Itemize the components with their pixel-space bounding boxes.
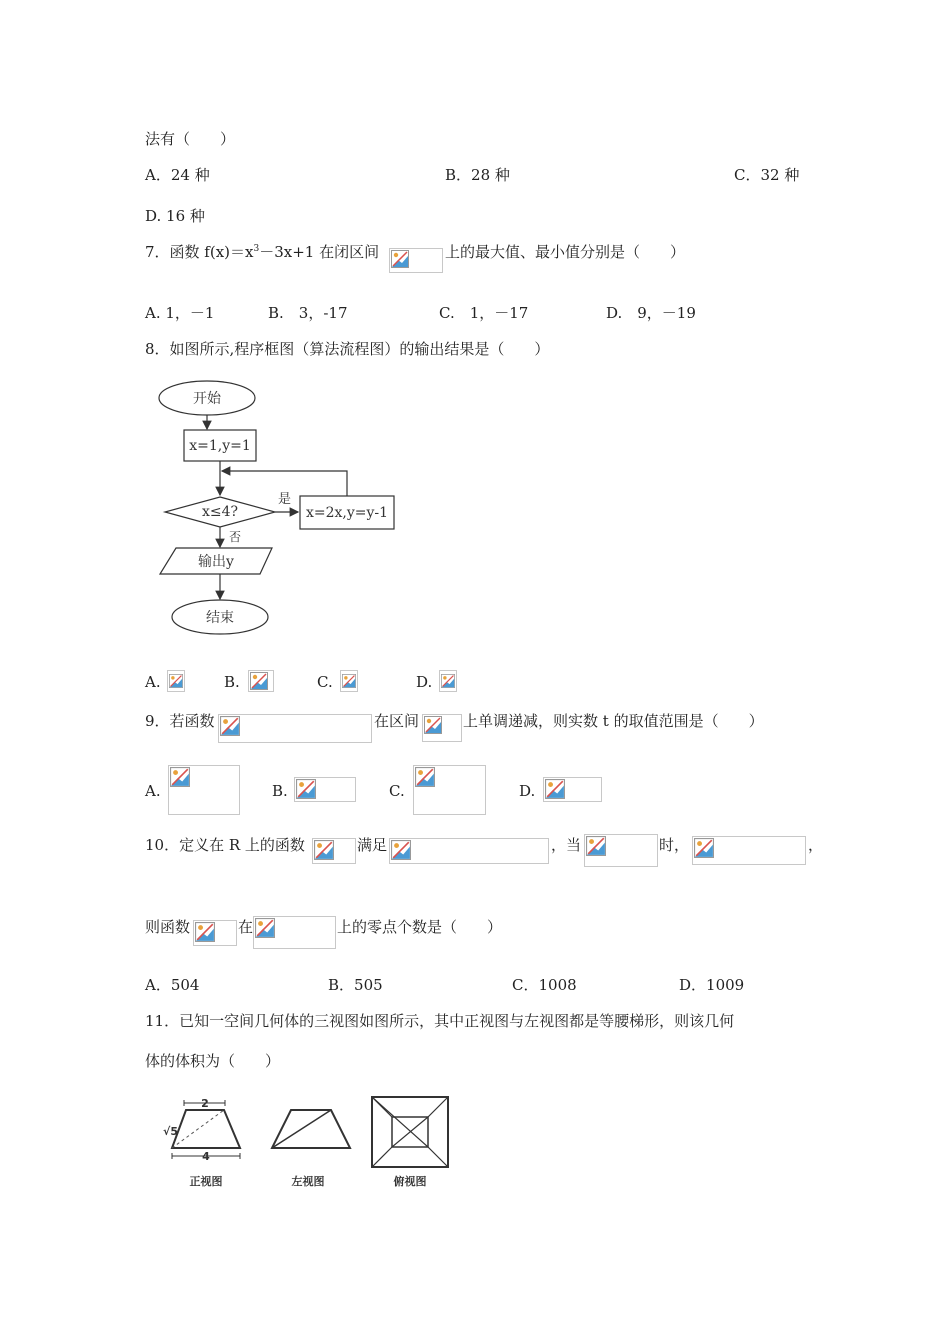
broken-image-icon xyxy=(391,840,411,860)
q10-interval-image xyxy=(253,916,336,949)
q6-stem-tail: 法有（ ） xyxy=(145,130,236,148)
q10-expression-image xyxy=(692,836,806,865)
broken-image-icon xyxy=(250,672,268,690)
flow-no-label: 否 xyxy=(229,530,242,544)
q10-line2-prefix: 则函数 xyxy=(145,918,191,936)
q10-line2-suffix: 上的零点个数是（ ） xyxy=(337,918,503,936)
q9-option-d-image xyxy=(543,777,602,802)
q9-option-c: C. xyxy=(389,782,405,800)
q7-option-d: D. 9，－19 xyxy=(606,304,696,322)
q10-satisfies: 满足 xyxy=(357,836,388,854)
q7-exponent: 3 xyxy=(253,244,260,254)
broken-image-icon xyxy=(195,922,215,942)
q10-condition-image xyxy=(389,838,549,864)
q7-option-c: C. 1，－17 xyxy=(439,304,529,322)
broken-image-icon xyxy=(545,779,565,799)
q8-option-c-image xyxy=(340,670,358,692)
flow-start-label: 开始 xyxy=(193,391,221,407)
q9-middle: 在区间 xyxy=(374,712,420,730)
flow-init-label: x=1,y=1 xyxy=(189,438,251,454)
q10-option-d: D．1009 xyxy=(679,976,745,994)
side-view-label: 左视图 xyxy=(291,1175,325,1188)
q10-when: ，当 xyxy=(551,836,582,854)
flow-condition-label: x≤4? xyxy=(201,504,239,520)
q7-suffix: 上的最大值、最小值分别是（ ） xyxy=(445,243,686,261)
q9-option-a: A. xyxy=(145,782,161,800)
front-view-side-dimension: √5 xyxy=(163,1125,178,1138)
q10-option-b: B．505 xyxy=(328,976,383,994)
broken-image-icon xyxy=(314,840,334,860)
q10-line2-mid: 在 xyxy=(238,918,254,936)
q8-option-b: B. xyxy=(224,673,240,691)
q9-option-b: B. xyxy=(272,782,288,800)
q11-three-views-figure xyxy=(160,1090,460,1195)
q7-option-b: B. 3，-17 xyxy=(268,304,348,322)
front-view xyxy=(163,1097,240,1188)
front-view-bottom-dimension: 4 xyxy=(202,1150,210,1163)
broken-image-icon xyxy=(220,716,240,736)
broken-image-icon xyxy=(170,767,190,787)
broken-image-icon xyxy=(415,767,435,787)
broken-image-icon xyxy=(441,672,455,690)
flow-end-label: 结束 xyxy=(206,610,234,626)
broken-image-icon xyxy=(391,250,409,268)
broken-image-icon xyxy=(424,716,442,734)
q10-prefix: 10．定义在 R 上的函数 xyxy=(145,836,305,854)
q10-then: 时， xyxy=(659,836,690,854)
broken-image-icon xyxy=(342,672,356,690)
q10-function2-image xyxy=(193,920,237,946)
broken-image-icon xyxy=(694,838,714,858)
q9-prefix: 9．若函数 xyxy=(145,712,215,730)
q9-option-c-image xyxy=(413,765,486,815)
flow-loop-label: x=2x,y=y-1 xyxy=(305,505,389,521)
broken-image-icon xyxy=(296,779,316,799)
q8-option-d: D. xyxy=(416,673,433,691)
q7-stem xyxy=(145,241,379,262)
broken-image-icon xyxy=(255,918,275,938)
q6-option-c: C．32 种 xyxy=(734,166,800,184)
q7-prefix: 7．函数 f(x)＝x xyxy=(145,243,254,261)
q8-option-c: C. xyxy=(317,673,333,691)
q6-option-b: B．28 种 xyxy=(445,166,510,184)
q9-suffix: 上单调递减，则实数 t 的取值范围是（ ） xyxy=(463,712,764,730)
q9-option-a-image xyxy=(168,765,240,815)
side-view xyxy=(272,1110,350,1188)
flow-yes-label: 是 xyxy=(278,492,292,507)
q10-domain-image xyxy=(584,834,658,867)
q8-flowchart xyxy=(150,375,410,640)
q6-option-a: A．24 种 xyxy=(145,166,210,184)
q10-comma: ， xyxy=(808,836,824,854)
q7-interval-image xyxy=(389,248,443,273)
q10-function-image xyxy=(312,838,356,864)
q9-option-d: D. xyxy=(519,782,536,800)
q10-option-a: A．504 xyxy=(145,976,200,994)
q6-option-d: D. 16 种 xyxy=(145,207,205,225)
q8-option-b-image xyxy=(248,670,274,692)
q7-option-a: A. 1，－1 xyxy=(145,304,215,322)
top-view-label: 俯视图 xyxy=(393,1175,427,1188)
q10-option-c: C．1008 xyxy=(512,976,577,994)
front-view-top-dimension: 2 xyxy=(201,1097,209,1110)
q9-function-image xyxy=(218,714,372,743)
q9-option-b-image xyxy=(294,777,356,802)
broken-image-icon xyxy=(586,836,606,856)
q7-middle: －3x+1 在闭区间 xyxy=(259,243,380,261)
top-view xyxy=(372,1097,448,1188)
q11-stem-line2: 体的体积为（ ） xyxy=(145,1052,281,1070)
flow-output-label: 输出y xyxy=(198,554,234,570)
q11-stem-line1: 11．已知一空间几何体的三视图如图所示，其中正视图与左视图都是等腰梯形，则该几何 xyxy=(145,1012,735,1030)
q8-option-a-image xyxy=(167,670,185,692)
broken-image-icon xyxy=(169,672,183,690)
q8-stem: 8．如图所示,程序框图（算法流程图）的输出结果是（ ） xyxy=(145,340,550,358)
q8-option-a: A. xyxy=(145,673,161,691)
front-view-label: 正视图 xyxy=(189,1175,223,1188)
q9-interval-image xyxy=(422,714,462,742)
q8-option-d-image xyxy=(439,670,457,692)
